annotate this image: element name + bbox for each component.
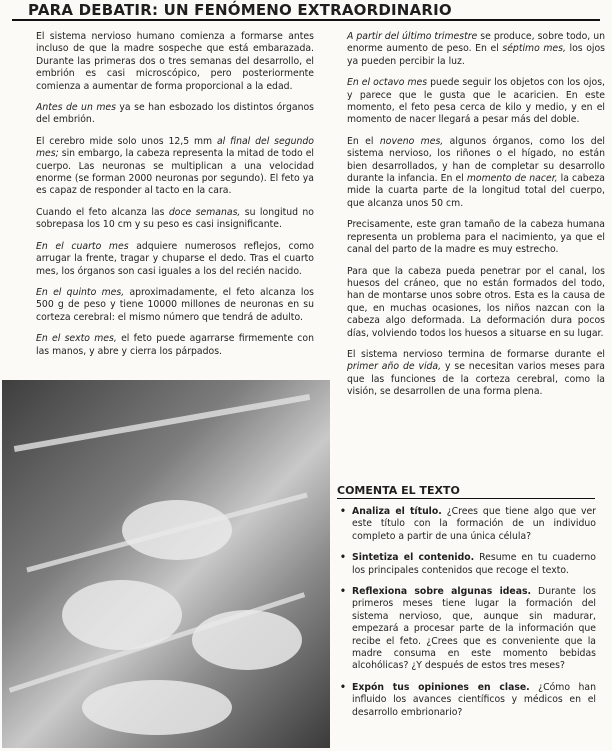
paragraph: Para que la cabeza pueda penetrar por el canal, los huesos del cráneo, que no están formados del todo, han de montarse unos sobre otros. Esta es la causa de que, en muchas ocasiones, los niños nazcan con la cabeza algo deformada. La deformación dura pocos días, volviendo todos los huesos a situarse en su lugar. [347, 265, 605, 339]
paragraph: Cuando el feto alcanza las doce semanas, su longitud no sobrepasa los 10 cm y su peso es casi insignificante. [36, 206, 314, 231]
paragraph: El sistema nervioso humano comienza a formarse antes incluso de que la madre sospeche que está embarazada. Durante las primeras dos o tres semanas del desarrollo, el embrión es casi microscópico, pero posteriormente comienza a aumentar de forma proporcional a la edad. [36, 31, 314, 92]
paragraph: En el noveno mes, algunos órganos, como los del sistema nervioso, los riñones o el hígado, no están bien desarrollados, y han de completar su desarrollo durante la infancia. En el momento de nacer, la cabeza mide la cuarta parte de la longitud total del cuerpo, que alcanza unos 50 cm. [347, 135, 605, 209]
comenta-list [340, 506, 596, 728]
paragraph: En el cuarto mes adquiere numerosos reflejos, como arrugar la frente, tragar y chuparse el dedo. Tras el cuarto mes, los órganos son casi iguales a los del recién nacido. [36, 240, 314, 277]
paragraph: El sistema nervioso termina de formarse durante el primer año de vida, y se necesitan varios meses para que las funciones de la corteza cerebral, como la visión, se desarrollen de una forma plena. [347, 348, 605, 398]
list-item: • Expón tus opiniones en clase. ¿Cómo han influido los avances científicos y médicos en el desarrollo embrionario? [340, 682, 596, 719]
page-title: PARA DEBATIR: UN FENÓMENO EXTRAORDINARIO [12, 0, 600, 21]
paragraph: En el sexto mes, el feto puede agarrarse firmemente con las manos, y abre y cierra los párpados. [36, 333, 314, 357]
left-column [36, 31, 314, 367]
paragraph: El cerebro mide solo unos 12,5 mm al final del segundo mes; sin embargo, la cabeza representa la mitad de todo el cuerpo. Las neuronas se multiplican a una velocidad enorme (se forman 2000 neuronas por segundo). El feto ya es capaz de responder al tacto en la cara. [36, 135, 314, 197]
newborns-photo [2, 380, 330, 748]
paragraph: Antes de un mes ya se han esbozado los distintos órganos del embrión. [36, 102, 314, 126]
paragraph: A partir del último trimestre se produce, sobre todo, un enorme aumento de peso. En el séptimo mes, los ojos ya pueden percibir la luz. [347, 31, 606, 67]
paragraph: Precisamente, este gran tamaño de la cabeza humana representa un problema para el nacimiento, ya que el canal del parto de la madre es muy estrecho. [347, 219, 605, 256]
paragraph: En el octavo mes puede seguir los objetos con los ojos, y parece que le gusta que le acaricien. En este momento, el feto pesa cerca de kilo y medio, y en el momento de nacer llegará a pesar más del doble. [347, 77, 605, 126]
list-item: • Sintetiza el contenido. Resume en tu cuaderno los principales contenidos que recoge el texto. [340, 552, 596, 577]
list-item: • Reflexiona sobre algunas ideas. Durante los primeros meses tiene lugar la formación del sistema nervioso, que, aunque sin madurar, empezará a procesar parte de la información que recibe el feto. ¿Crees que es conveniente que la madre consuma en este momento bebidas alcohólicas? ¿Y después de estos tres meses? [340, 586, 596, 673]
paragraph: En el quinto mes, aproximadamente, el feto alcanza los 500 g de peso y tiene 10000 millones de neuronas en su corteza cerebral: el mismo número que tendrá de adulto. [36, 286, 314, 323]
list-item: • Analiza el título. ¿Crees que tiene algo que ver este título con la formación de un individuo completo a partir de una única célula? [340, 506, 596, 543]
right-column [347, 31, 605, 408]
comenta-heading: COMENTA EL TEXTO [337, 484, 595, 499]
